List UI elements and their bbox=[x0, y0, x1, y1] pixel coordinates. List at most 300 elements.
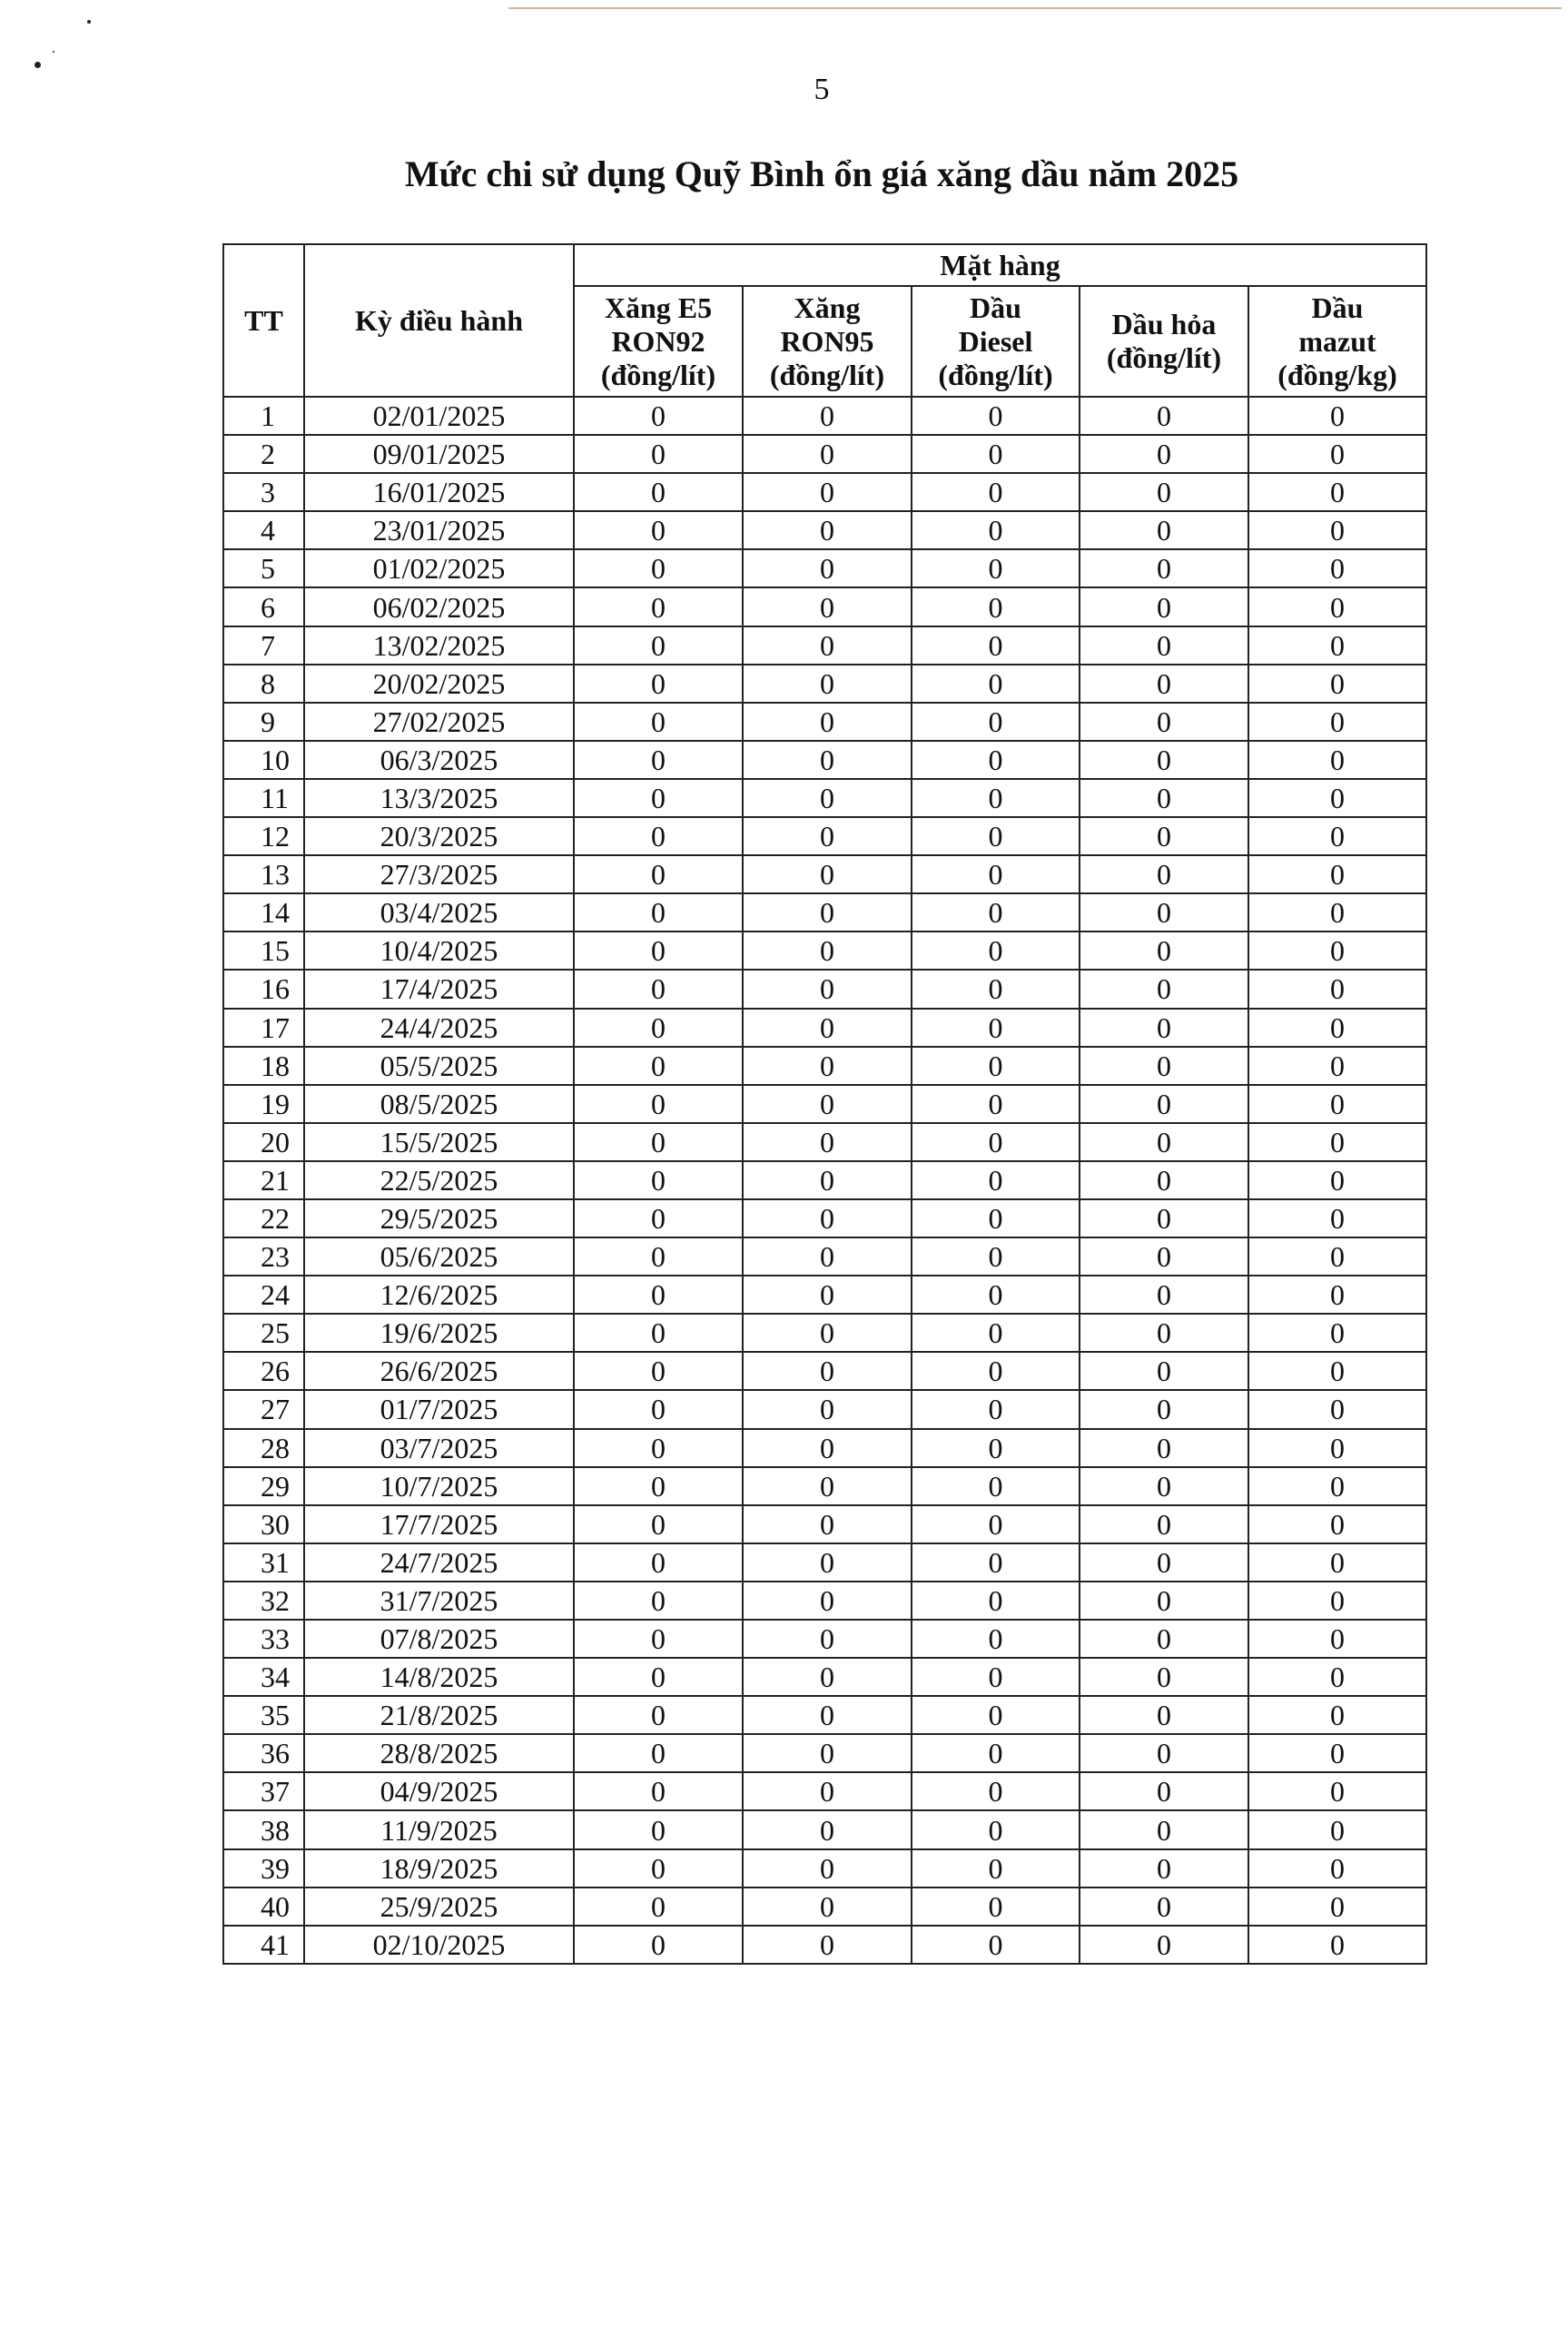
cell-value: 0 bbox=[1248, 549, 1426, 587]
cell-tt: 22 bbox=[223, 1199, 304, 1237]
table-row bbox=[223, 1582, 1426, 1620]
cell-value: 0 bbox=[1080, 970, 1248, 1008]
cell-value: 0 bbox=[1080, 931, 1248, 970]
cell-period: 20/02/2025 bbox=[304, 665, 574, 703]
cell-value: 0 bbox=[912, 1352, 1080, 1390]
cell-tt: 9 bbox=[223, 703, 304, 741]
cell-value: 0 bbox=[574, 435, 743, 473]
cell-tt: 21 bbox=[223, 1161, 304, 1199]
table-row bbox=[223, 1926, 1426, 1964]
cell-tt: 24 bbox=[223, 1276, 304, 1314]
cell-period: 17/7/2025 bbox=[304, 1505, 574, 1543]
cell-tt: 25 bbox=[223, 1314, 304, 1352]
table-row bbox=[223, 1047, 1426, 1085]
table-row bbox=[223, 1314, 1426, 1352]
cell-period: 24/4/2025 bbox=[304, 1009, 574, 1047]
cell-value: 0 bbox=[574, 741, 743, 779]
cell-period: 05/6/2025 bbox=[304, 1237, 574, 1276]
cell-value: 0 bbox=[1248, 1926, 1426, 1964]
cell-period: 13/02/2025 bbox=[304, 626, 574, 665]
cell-value: 0 bbox=[912, 1810, 1080, 1848]
cell-tt: 8 bbox=[223, 665, 304, 703]
cell-value: 0 bbox=[1248, 1429, 1426, 1467]
table-row bbox=[223, 473, 1426, 511]
cell-value: 0 bbox=[1248, 1123, 1426, 1161]
cell-period: 01/7/2025 bbox=[304, 1390, 574, 1428]
header-dau-diesel bbox=[912, 286, 1080, 397]
cell-value: 0 bbox=[912, 665, 1080, 703]
cell-value: 0 bbox=[1080, 1390, 1248, 1428]
cell-value: 0 bbox=[912, 435, 1080, 473]
cell-value: 0 bbox=[743, 1810, 912, 1848]
cell-tt: 12 bbox=[223, 817, 304, 855]
cell-period: 09/01/2025 bbox=[304, 435, 574, 473]
table-row bbox=[223, 626, 1426, 665]
cell-value: 0 bbox=[1080, 1620, 1248, 1658]
cell-period: 13/3/2025 bbox=[304, 779, 574, 817]
table-row bbox=[223, 1123, 1426, 1161]
cell-value: 0 bbox=[1080, 1276, 1248, 1314]
cell-value: 0 bbox=[1248, 970, 1426, 1008]
cell-value: 0 bbox=[743, 1467, 912, 1505]
stabilization-fund-table bbox=[222, 243, 1427, 1965]
cell-period: 21/8/2025 bbox=[304, 1696, 574, 1734]
cell-period: 04/9/2025 bbox=[304, 1772, 574, 1810]
cell-value: 0 bbox=[743, 549, 912, 587]
cell-value: 0 bbox=[1248, 893, 1426, 931]
cell-value: 0 bbox=[574, 779, 743, 817]
cell-value: 0 bbox=[574, 1429, 743, 1467]
cell-tt: 18 bbox=[223, 1047, 304, 1085]
cell-value: 0 bbox=[1080, 626, 1248, 665]
cell-value: 0 bbox=[1080, 1009, 1248, 1047]
header-line: (đồng/lít) bbox=[1106, 341, 1222, 374]
cell-value: 0 bbox=[1080, 1237, 1248, 1276]
cell-value: 0 bbox=[912, 1390, 1080, 1428]
cell-value: 0 bbox=[1248, 1734, 1426, 1772]
cell-value: 0 bbox=[574, 1888, 743, 1926]
cell-value: 0 bbox=[1080, 1467, 1248, 1505]
cell-value: 0 bbox=[743, 779, 912, 817]
cell-value: 0 bbox=[1248, 1810, 1426, 1848]
table-row bbox=[223, 855, 1426, 893]
cell-value: 0 bbox=[912, 1276, 1080, 1314]
table-row bbox=[223, 1734, 1426, 1772]
cell-period: 22/5/2025 bbox=[304, 1161, 574, 1199]
cell-value: 0 bbox=[1248, 779, 1426, 817]
cell-value: 0 bbox=[1080, 1543, 1248, 1582]
cell-period: 11/9/2025 bbox=[304, 1810, 574, 1848]
scan-speck bbox=[53, 51, 54, 53]
cell-value: 0 bbox=[1248, 587, 1426, 626]
cell-value: 0 bbox=[1248, 1314, 1426, 1352]
cell-value: 0 bbox=[912, 893, 1080, 931]
cell-value: 0 bbox=[912, 741, 1080, 779]
cell-tt: 40 bbox=[223, 1888, 304, 1926]
cell-value: 0 bbox=[574, 1047, 743, 1085]
cell-value: 0 bbox=[1248, 1849, 1426, 1888]
table-row bbox=[223, 1467, 1426, 1505]
cell-value: 0 bbox=[743, 931, 912, 970]
cell-value: 0 bbox=[1248, 1352, 1426, 1390]
cell-value: 0 bbox=[743, 1926, 912, 1964]
table-row bbox=[223, 1849, 1426, 1888]
table-row bbox=[223, 435, 1426, 473]
table-row bbox=[223, 1772, 1426, 1810]
cell-period: 08/5/2025 bbox=[304, 1085, 574, 1123]
table-row bbox=[223, 1390, 1426, 1428]
cell-tt: 19 bbox=[223, 1085, 304, 1123]
cell-value: 0 bbox=[1080, 549, 1248, 587]
cell-value: 0 bbox=[1080, 1352, 1248, 1390]
cell-value: 0 bbox=[1248, 1161, 1426, 1199]
cell-value: 0 bbox=[912, 855, 1080, 893]
cell-value: 0 bbox=[1248, 1696, 1426, 1734]
cell-value: 0 bbox=[1080, 435, 1248, 473]
cell-value: 0 bbox=[912, 1237, 1080, 1276]
table-row bbox=[223, 1352, 1426, 1390]
cell-period: 23/01/2025 bbox=[304, 511, 574, 549]
cell-value: 0 bbox=[1080, 1314, 1248, 1352]
cell-tt: 39 bbox=[223, 1849, 304, 1888]
table-row bbox=[223, 779, 1426, 817]
cell-value: 0 bbox=[1080, 1696, 1248, 1734]
cell-value: 0 bbox=[1248, 1772, 1426, 1810]
cell-value: 0 bbox=[743, 1314, 912, 1352]
table-row bbox=[223, 970, 1426, 1008]
cell-tt: 34 bbox=[223, 1658, 304, 1696]
cell-value: 0 bbox=[1248, 1582, 1426, 1620]
table-row bbox=[223, 397, 1426, 435]
cell-value: 0 bbox=[912, 1467, 1080, 1505]
cell-value: 0 bbox=[574, 931, 743, 970]
cell-value: 0 bbox=[912, 1696, 1080, 1734]
cell-tt: 1 bbox=[223, 397, 304, 435]
cell-value: 0 bbox=[1080, 1429, 1248, 1467]
cell-value: 0 bbox=[912, 473, 1080, 511]
cell-tt: 16 bbox=[223, 970, 304, 1008]
cell-value: 0 bbox=[743, 1047, 912, 1085]
table-row bbox=[223, 665, 1426, 703]
cell-value: 0 bbox=[912, 1849, 1080, 1888]
cell-value: 0 bbox=[743, 1849, 912, 1888]
cell-value: 0 bbox=[1248, 473, 1426, 511]
cell-value: 0 bbox=[743, 1276, 912, 1314]
cell-tt: 13 bbox=[223, 855, 304, 893]
cell-value: 0 bbox=[1080, 665, 1248, 703]
cell-tt: 6 bbox=[223, 587, 304, 626]
header-dau-hoa bbox=[1080, 286, 1248, 397]
cell-value: 0 bbox=[1080, 1199, 1248, 1237]
cell-period: 16/01/2025 bbox=[304, 473, 574, 511]
cell-value: 0 bbox=[743, 1772, 912, 1810]
cell-value: 0 bbox=[743, 1505, 912, 1543]
cell-value: 0 bbox=[574, 397, 743, 435]
cell-value: 0 bbox=[1080, 511, 1248, 549]
table-row bbox=[223, 1658, 1426, 1696]
cell-tt: 11 bbox=[223, 779, 304, 817]
cell-value: 0 bbox=[574, 1161, 743, 1199]
cell-value: 0 bbox=[743, 703, 912, 741]
cell-value: 0 bbox=[912, 703, 1080, 741]
cell-value: 0 bbox=[1248, 1276, 1426, 1314]
cell-value: 0 bbox=[743, 1658, 912, 1696]
header-xang-e5-ron92 bbox=[574, 286, 743, 397]
cell-value: 0 bbox=[574, 549, 743, 587]
table-row bbox=[223, 1888, 1426, 1926]
table-row bbox=[223, 893, 1426, 931]
scan-speck bbox=[35, 62, 41, 68]
cell-value: 0 bbox=[912, 931, 1080, 970]
cell-value: 0 bbox=[743, 435, 912, 473]
cell-tt: 31 bbox=[223, 1543, 304, 1582]
cell-value: 0 bbox=[574, 511, 743, 549]
cell-value: 0 bbox=[743, 1237, 912, 1276]
cell-value: 0 bbox=[1248, 1390, 1426, 1428]
header-dau-mazut bbox=[1248, 286, 1426, 397]
cell-value: 0 bbox=[1080, 1888, 1248, 1926]
cell-value: 0 bbox=[912, 1620, 1080, 1658]
cell-value: 0 bbox=[574, 1734, 743, 1772]
cell-period: 27/02/2025 bbox=[304, 703, 574, 741]
cell-value: 0 bbox=[574, 1276, 743, 1314]
cell-value: 0 bbox=[912, 817, 1080, 855]
table-row bbox=[223, 1009, 1426, 1047]
cell-tt: 27 bbox=[223, 1390, 304, 1428]
cell-value: 0 bbox=[1248, 397, 1426, 435]
cell-value: 0 bbox=[1080, 1772, 1248, 1810]
cell-value: 0 bbox=[912, 1123, 1080, 1161]
cell-value: 0 bbox=[912, 1658, 1080, 1696]
cell-tt: 28 bbox=[223, 1429, 304, 1467]
cell-value: 0 bbox=[1248, 1085, 1426, 1123]
cell-value: 0 bbox=[1248, 1505, 1426, 1543]
cell-value: 0 bbox=[912, 1734, 1080, 1772]
cell-value: 0 bbox=[912, 1926, 1080, 1964]
cell-value: 0 bbox=[574, 1237, 743, 1276]
cell-period: 02/01/2025 bbox=[304, 397, 574, 435]
cell-tt: 3 bbox=[223, 473, 304, 511]
cell-value: 0 bbox=[912, 1085, 1080, 1123]
cell-tt: 26 bbox=[223, 1352, 304, 1390]
cell-value: 0 bbox=[574, 1199, 743, 1237]
cell-value: 0 bbox=[1080, 817, 1248, 855]
cell-tt: 5 bbox=[223, 549, 304, 587]
cell-value: 0 bbox=[574, 1390, 743, 1428]
cell-value: 0 bbox=[1248, 1199, 1426, 1237]
cell-value: 0 bbox=[1248, 817, 1426, 855]
cell-value: 0 bbox=[574, 1772, 743, 1810]
table-body bbox=[223, 397, 1426, 1964]
table-row bbox=[223, 817, 1426, 855]
cell-value: 0 bbox=[1248, 855, 1426, 893]
cell-value: 0 bbox=[743, 665, 912, 703]
cell-value: 0 bbox=[1080, 1810, 1248, 1848]
header-period: Kỳ điều hành bbox=[304, 244, 574, 397]
cell-value: 0 bbox=[743, 397, 912, 435]
cell-value: 0 bbox=[912, 779, 1080, 817]
cell-value: 0 bbox=[574, 1352, 743, 1390]
cell-value: 0 bbox=[1248, 1047, 1426, 1085]
table-row bbox=[223, 1696, 1426, 1734]
cell-period: 02/10/2025 bbox=[304, 1926, 574, 1964]
cell-value: 0 bbox=[574, 1926, 743, 1964]
cell-value: 0 bbox=[1080, 1849, 1248, 1888]
cell-value: 0 bbox=[574, 1620, 743, 1658]
cell-value: 0 bbox=[1080, 1505, 1248, 1543]
cell-tt: 17 bbox=[223, 1009, 304, 1047]
cell-period: 03/7/2025 bbox=[304, 1429, 574, 1467]
cell-value: 0 bbox=[1080, 779, 1248, 817]
cell-value: 0 bbox=[574, 1849, 743, 1888]
cell-value: 0 bbox=[1080, 1123, 1248, 1161]
cell-value: 0 bbox=[1248, 626, 1426, 665]
cell-value: 0 bbox=[1080, 1161, 1248, 1199]
cell-value: 0 bbox=[743, 1734, 912, 1772]
cell-value: 0 bbox=[574, 1658, 743, 1696]
cell-value: 0 bbox=[1248, 1009, 1426, 1047]
cell-value: 0 bbox=[1248, 703, 1426, 741]
header-line: Dầu hỏa bbox=[1111, 308, 1217, 340]
cell-value: 0 bbox=[743, 1199, 912, 1237]
header-line: (đồng/lít) bbox=[769, 358, 885, 391]
cell-value: 0 bbox=[743, 1161, 912, 1199]
header-line: RON92 bbox=[611, 324, 705, 358]
cell-period: 24/7/2025 bbox=[304, 1543, 574, 1582]
cell-value: 0 bbox=[912, 1505, 1080, 1543]
table-row bbox=[223, 1505, 1426, 1543]
scan-edge-line bbox=[508, 7, 1562, 9]
cell-value: 0 bbox=[1080, 587, 1248, 626]
cell-period: 10/4/2025 bbox=[304, 931, 574, 970]
cell-value: 0 bbox=[574, 1810, 743, 1848]
cell-tt: 32 bbox=[223, 1582, 304, 1620]
cell-period: 06/02/2025 bbox=[304, 587, 574, 626]
cell-tt: 36 bbox=[223, 1734, 304, 1772]
cell-value: 0 bbox=[1080, 1047, 1248, 1085]
cell-value: 0 bbox=[743, 970, 912, 1008]
cell-value: 0 bbox=[1248, 435, 1426, 473]
cell-value: 0 bbox=[743, 626, 912, 665]
cell-value: 0 bbox=[574, 817, 743, 855]
cell-value: 0 bbox=[1080, 1658, 1248, 1696]
cell-period: 03/4/2025 bbox=[304, 893, 574, 931]
cell-tt: 7 bbox=[223, 626, 304, 665]
cell-value: 0 bbox=[912, 1582, 1080, 1620]
cell-value: 0 bbox=[743, 511, 912, 549]
table-row bbox=[223, 931, 1426, 970]
cell-period: 29/5/2025 bbox=[304, 1199, 574, 1237]
cell-value: 0 bbox=[1248, 1543, 1426, 1582]
cell-value: 0 bbox=[574, 703, 743, 741]
cell-period: 31/7/2025 bbox=[304, 1582, 574, 1620]
cell-period: 12/6/2025 bbox=[304, 1276, 574, 1314]
header-xang-ron95 bbox=[743, 286, 912, 397]
table-row bbox=[223, 741, 1426, 779]
cell-tt: 37 bbox=[223, 1772, 304, 1810]
table-row bbox=[223, 549, 1426, 587]
cell-period: 05/5/2025 bbox=[304, 1047, 574, 1085]
cell-tt: 35 bbox=[223, 1696, 304, 1734]
cell-value: 0 bbox=[912, 626, 1080, 665]
cell-value: 0 bbox=[1080, 1085, 1248, 1123]
cell-tt: 20 bbox=[223, 1123, 304, 1161]
cell-period: 07/8/2025 bbox=[304, 1620, 574, 1658]
cell-value: 0 bbox=[574, 473, 743, 511]
cell-period: 26/6/2025 bbox=[304, 1352, 574, 1390]
table-row bbox=[223, 1276, 1426, 1314]
cell-value: 0 bbox=[574, 1543, 743, 1582]
cell-value: 0 bbox=[1080, 703, 1248, 741]
cell-value: 0 bbox=[1080, 1926, 1248, 1964]
cell-value: 0 bbox=[1080, 893, 1248, 931]
cell-value: 0 bbox=[912, 511, 1080, 549]
table-row bbox=[223, 1543, 1426, 1582]
cell-value: 0 bbox=[574, 587, 743, 626]
cell-value: 0 bbox=[574, 893, 743, 931]
cell-value: 0 bbox=[574, 665, 743, 703]
cell-value: 0 bbox=[912, 1161, 1080, 1199]
cell-value: 0 bbox=[912, 1772, 1080, 1810]
header-line: Diesel bbox=[958, 324, 1033, 358]
cell-tt: 29 bbox=[223, 1467, 304, 1505]
header-line: (đồng/lít) bbox=[600, 358, 716, 391]
cell-period: 27/3/2025 bbox=[304, 855, 574, 893]
cell-value: 0 bbox=[912, 397, 1080, 435]
table-row bbox=[223, 1199, 1426, 1237]
cell-value: 0 bbox=[574, 1582, 743, 1620]
cell-value: 0 bbox=[743, 1009, 912, 1047]
cell-period: 14/8/2025 bbox=[304, 1658, 574, 1696]
header-line: Xăng E5 bbox=[604, 291, 713, 324]
cell-value: 0 bbox=[1248, 665, 1426, 703]
cell-value: 0 bbox=[574, 1314, 743, 1352]
cell-value: 0 bbox=[743, 893, 912, 931]
cell-value: 0 bbox=[1080, 1734, 1248, 1772]
cell-value: 0 bbox=[1080, 855, 1248, 893]
document-title: Mức chi sử dụng Quỹ Bình ổn giá xăng dầu năm 2025 bbox=[404, 153, 1239, 194]
cell-period: 15/5/2025 bbox=[304, 1123, 574, 1161]
cell-value: 0 bbox=[574, 970, 743, 1008]
header-tt: TT bbox=[223, 244, 304, 397]
cell-value: 0 bbox=[1080, 473, 1248, 511]
cell-value: 0 bbox=[574, 1467, 743, 1505]
cell-value: 0 bbox=[743, 1352, 912, 1390]
cell-value: 0 bbox=[743, 1390, 912, 1428]
cell-value: 0 bbox=[1248, 1237, 1426, 1276]
cell-value: 0 bbox=[1080, 741, 1248, 779]
table-row bbox=[223, 1161, 1426, 1199]
cell-period: 20/3/2025 bbox=[304, 817, 574, 855]
cell-value: 0 bbox=[912, 549, 1080, 587]
table-row bbox=[223, 1429, 1426, 1467]
page-number: 5 bbox=[814, 73, 830, 106]
cell-value: 0 bbox=[743, 1620, 912, 1658]
header-line: RON95 bbox=[780, 324, 874, 358]
table-header bbox=[223, 244, 1426, 397]
cell-value: 0 bbox=[743, 1582, 912, 1620]
header-line: Xăng bbox=[794, 291, 861, 324]
table-row bbox=[223, 1085, 1426, 1123]
cell-tt: 41 bbox=[223, 1926, 304, 1964]
cell-period: 17/4/2025 bbox=[304, 970, 574, 1008]
cell-value: 0 bbox=[574, 1123, 743, 1161]
cell-value: 0 bbox=[912, 1199, 1080, 1237]
cell-value: 0 bbox=[743, 1696, 912, 1734]
cell-tt: 2 bbox=[223, 435, 304, 473]
cell-value: 0 bbox=[912, 1047, 1080, 1085]
table-row bbox=[223, 1810, 1426, 1848]
